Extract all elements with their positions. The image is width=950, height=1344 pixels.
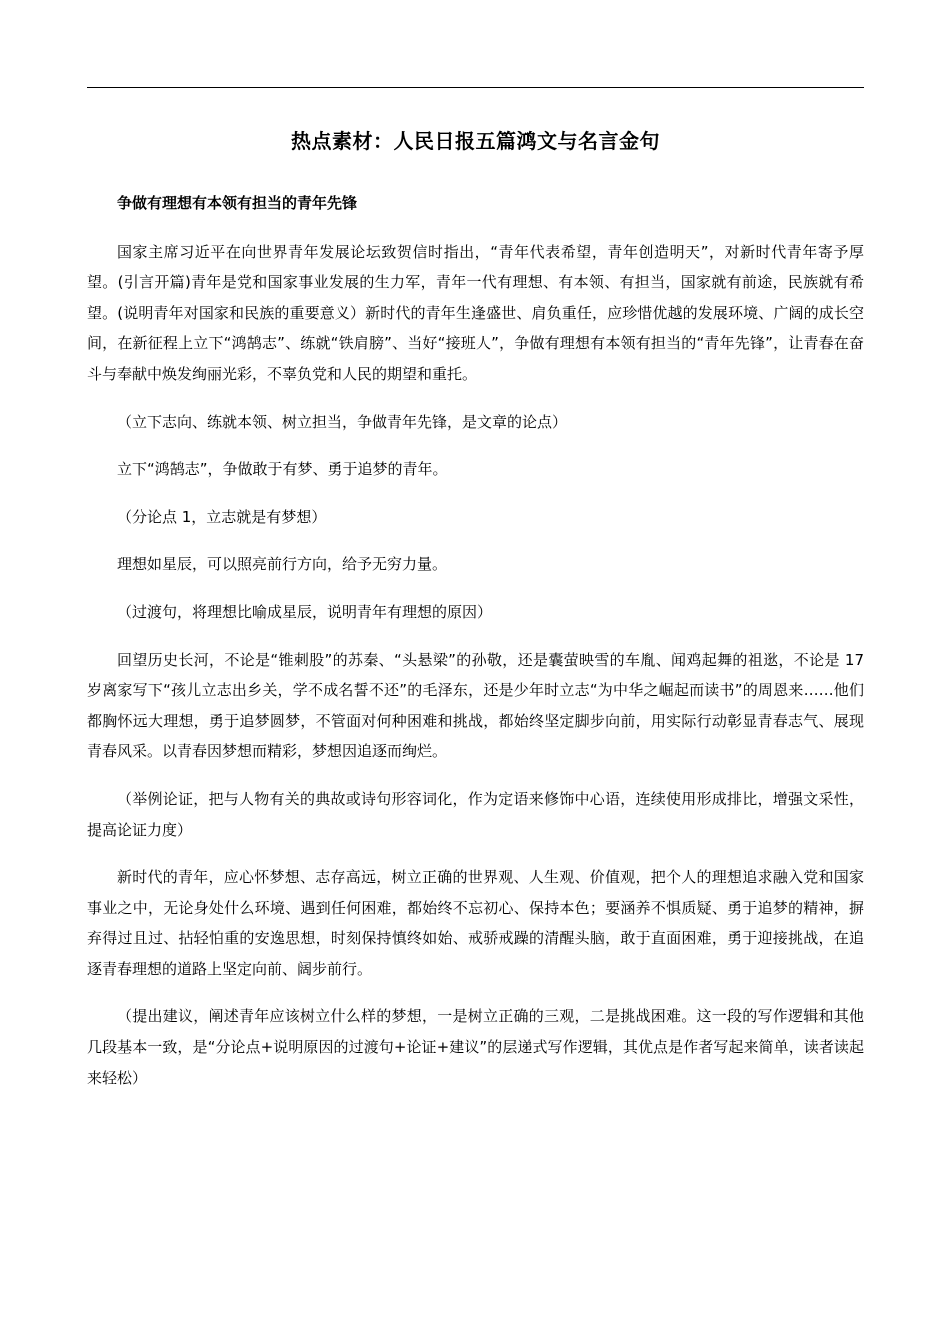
paragraph-advice-note: （提出建议，阐述青年应该树立什么样的梦想，一是树立正确的三观，二是挑战困难。这一段的写作逻辑和其他几段基本一致，是“分论点+说明原因的过渡句+论证+建议”的层递式写作逻辑，其优点是作者写起来简单，读者读起来轻松） (87, 1007, 864, 1087)
document-title: 热点素材：人民日报五篇鸿文与名言金句 (291, 129, 660, 153)
paragraph-thesis-note: （立下志向、练就本领、树立担当，争做青年先锋，是文章的论点） (117, 412, 568, 431)
paragraph-advice: 新时代的青年，应心怀梦想、志存高远，树立正确的世界观、人生观、价值观，把个人的理想追求融入党和国家事业之中，无论身处什么环境、遇到任何困难，都始终不忘初心、保持本色；要涵养不惧质疑、勇于追梦的精神，摒弃得过且过、拈轻怕重的安逸思想，时刻保持慎终如始、戒骄戒躁的清醒头脑，敢于直面困难，勇于迎接挑战，在追逐青春理想的道路上坚定向前、阔步前行。 (87, 868, 864, 978)
paragraph-subpoint-note: （分论点 1，立志就是有梦想） (117, 507, 327, 526)
paragraph-examples-note: （举例论证，把与人物有关的典故或诗句形容词化，作为定语来修饰中心语，连续使用形成排比，增强文采性，提高论证力度） (87, 789, 864, 839)
header-rule (87, 87, 864, 88)
paragraph-examples: 回望历史长河，不论是“锥刺股”的苏秦、“头悬梁”的孙敬，还是囊萤映雪的车胤、闻鸡起舞的祖逖，不论是 17 岁离家写下“孩儿立志出乡关，学不成名誓不还”的毛泽东，还是少年时立志“为中华之崛起而读书”的周恩来……他们都胸怀远大理想，勇于追梦圆梦，不管面对何种困难和挑战，都始终坚定脚步向前，用实际行动彰显青春志气、展现青春风采。以青春因梦想而精彩，梦想因追逐而绚烂。 (87, 650, 864, 761)
paragraph-subpoint: 立下“鸿鹄志”，争做敢于有梦、勇于追梦的青年。 (117, 460, 448, 479)
document-body (87, 188, 864, 1110)
section-heading: 争做有理想有本领有担当的青年先锋 (117, 194, 358, 212)
paragraph-transition-note: （过渡句，将理想比喻成星辰，说明青年有理想的原因） (117, 602, 493, 621)
paragraph-transition: 理想如星辰，可以照亮前行方向，给予无穷力量。 (117, 555, 448, 574)
paragraph-intro: 国家主席习近平在向世界青年发展论坛致贺信时指出，“青年代表希望，青年创造明天”，对新时代青年寄予厚望。(引言开篇)青年是党和国家事业发展的生力军，青年一代有理想、有本领、有担当，国家就有前途，民族就有希望。(说明青年对国家和民族的重要意义）新时代的青年生逢盛世、肩负重任，应珍惜优越的发展环境、广阔的成长空间，在新征程上立下“鸿鹄志”、练就“铁肩膀”、当好“接班人”，争做有理想有本领有担当的“青年先锋”，让青春在奋斗与奉献中焕发绚丽光彩，不辜负党和人民的期望和重托。 (87, 242, 864, 383)
